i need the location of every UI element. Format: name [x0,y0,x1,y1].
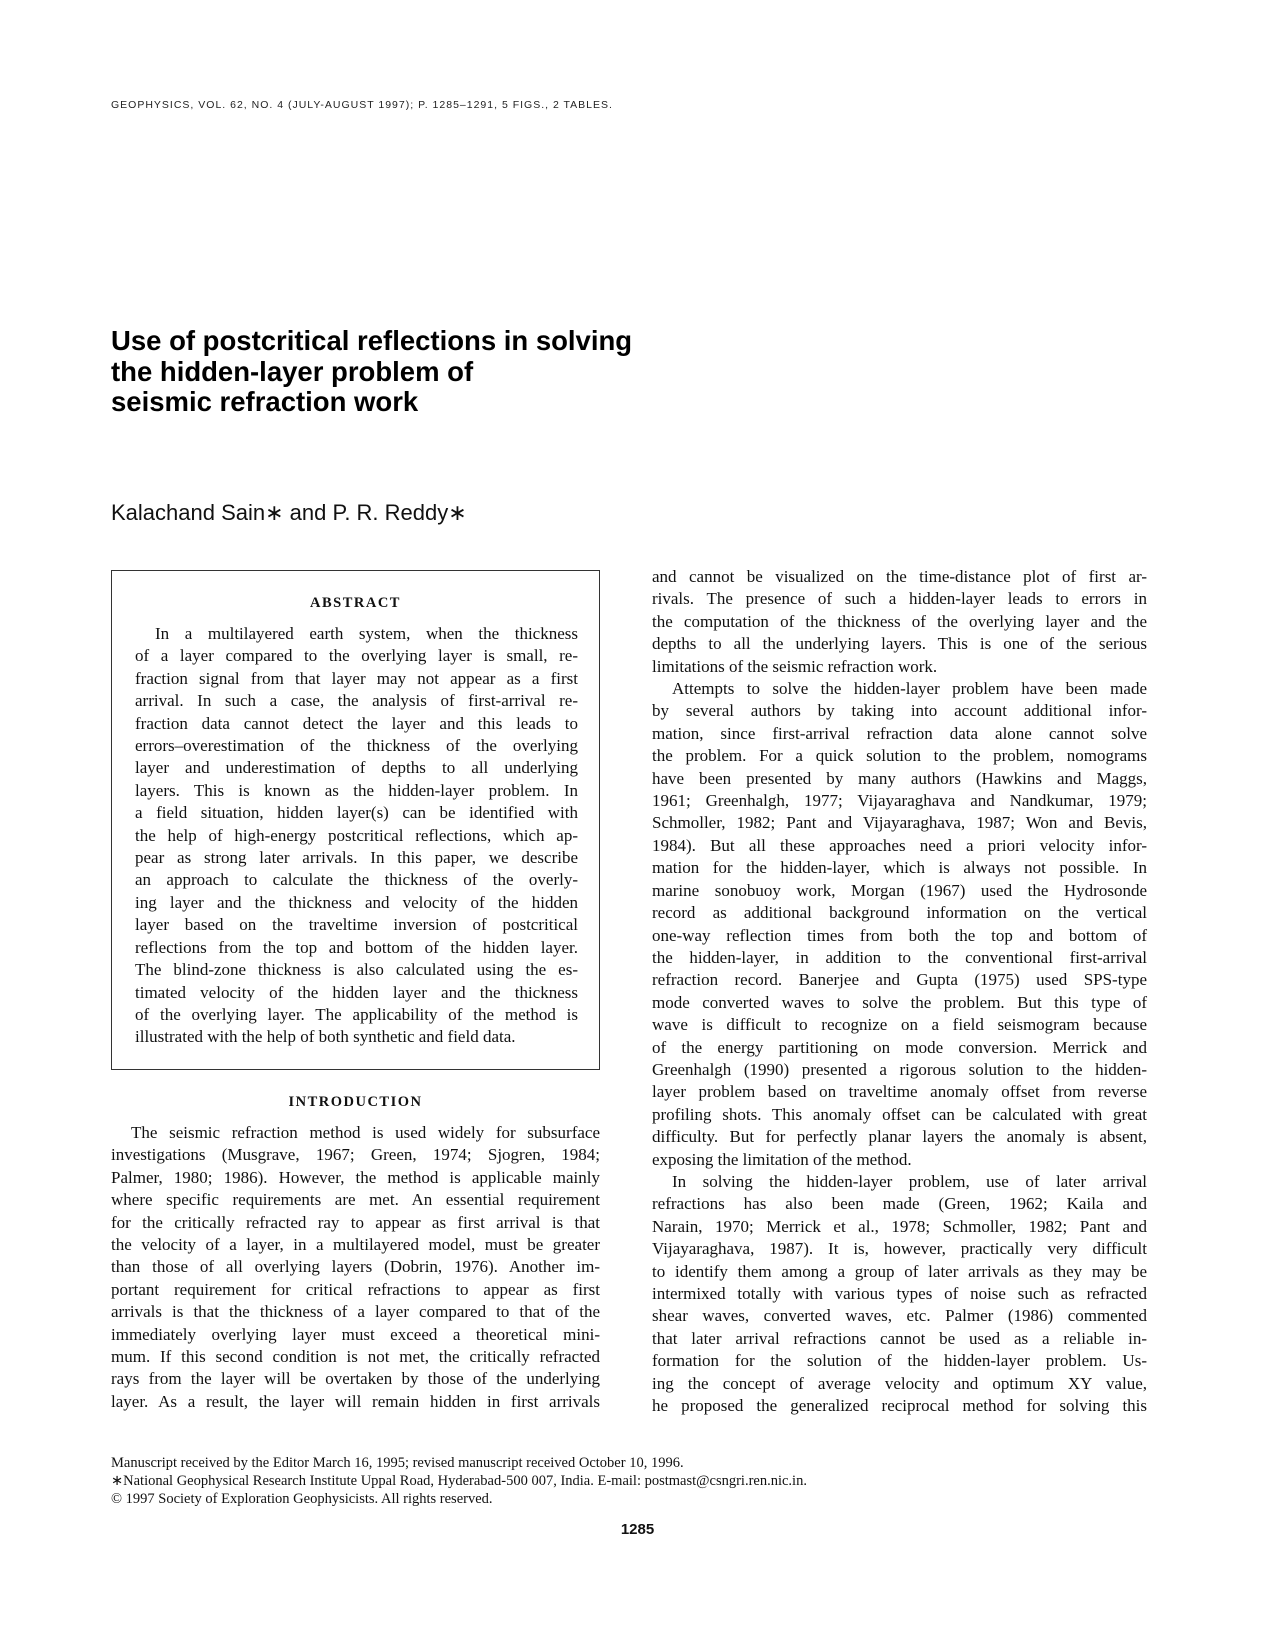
text-line: shear waves, converted waves, etc. Palmer (1986) commented [652,1306,1147,1326]
text-line: layers. This is known as the hidden-layer problem. In [135,780,578,800]
text-line: one-way reflection times from both the top and bottom of [652,925,1147,945]
text-line: Schmoller, 1982; Pant and Vijayaraghava, 1987; Won and Bevis, [652,813,1147,833]
text-line: layer and underestimation of depths to all underlying [135,758,578,778]
text-line: ing the concept of average velocity and optimum XY value, [652,1373,1147,1393]
text-line: of a layer compared to the overlying layer is small, re- [135,646,578,666]
text-line: to identify them among a group of later arrivals as they may be [652,1261,1147,1281]
text-line: timated velocity of the hidden layer and the thickness [135,982,578,1002]
text-line: mation, since first-arrival refraction data alone cannot solve [652,723,1147,743]
text-line: that later arrival refractions cannot be used as a reliable in- [652,1328,1147,1348]
footnote-copyright: © 1997 Society of Exploration Geophysicists. All rights reserved. [111,1491,493,1507]
text-line: In solving the hidden-layer problem, use of later arrival [672,1171,1147,1191]
introduction-heading: INTRODUCTION [288,1094,423,1110]
abstract-text [135,623,578,1049]
text-line: have been presented by many authors (Hawkins and Maggs, [652,768,1147,788]
text-line: refraction record. Banerjee and Gupta (1975) used SPS-type [652,970,1147,990]
text-line: immediately overlying layer must exceed a theoretical mini- [111,1324,600,1344]
introduction-text [111,1122,600,1413]
text-line: The seismic refraction method is used widely for subsurface [131,1123,600,1142]
right-column-text [652,566,1147,1417]
footnotes [111,1454,1151,1508]
text-line: depths to all the underlying layers. This is one of the serious [652,634,1147,654]
title-line: seismic refraction work [111,386,419,417]
text-line: ing layer and the thickness and velocity of the hidden [135,892,578,912]
text-line: the computation of the thickness of the overlying layer and the [652,611,1147,631]
text-line: marine sonobuoy work, Morgan (1967) used the Hydrosonde [652,880,1147,900]
text-line: pear as strong later arrivals. In this paper, we describe [135,848,578,868]
text-line: he proposed the generalized reciprocal method for solving this [652,1396,1147,1416]
text-line: arrival. In such a case, the analysis of first-arrival re- [135,691,578,711]
text-line: reflections from the top and bottom of the hidden layer. [135,937,578,957]
text-line: a field situation, hidden layer(s) can be identified with [135,803,578,823]
text-line: Attempts to solve the hidden-layer problem have been made [672,679,1147,699]
text-line: mum. If this second condition is not met, the critically refracted [111,1347,600,1367]
text-line: intermixed totally with various types of noise such as refracted [652,1284,1147,1303]
text-line: the problem. For a quick solution to the problem, nomograms [652,746,1147,766]
text-line: difficulty. But for perfectly planar layers the anomaly is absent, [652,1127,1147,1147]
text-line: rivals. The presence of such a hidden-layer leads to errors in [652,589,1147,609]
article-title [111,326,731,418]
text-line: record as additional background information on the vertical [652,903,1147,923]
abstract-heading: ABSTRACT [310,595,401,611]
text-line: mation for the hidden-layer, which is always not possible. In [652,858,1147,878]
footnote-affiliation: ∗National Geophysical Research Institute Uppal Road, Hyderabad-500 007, India. E-mail: postmast@csngri.ren.nic.in. [111,1473,807,1489]
paragraph [652,1171,1147,1417]
text-line: an approach to calculate the thickness of the overly- [135,870,578,890]
text-line: portant requirement for critical refractions to appear as first [111,1279,600,1299]
text-line: layer based on the traveltime inversion of postcritical [135,915,578,935]
text-line: investigations (Musgrave, 1967; Green, 1974; Sjogren, 1984; [111,1145,600,1165]
text-line: errors–overestimation of the thickness of the overlying [135,736,578,756]
text-line: arrivals is that the thickness of a layer compared to that of the [111,1302,600,1322]
text-line: by several authors by taking into account additional infor- [652,701,1147,721]
text-line: the hidden-layer, in addition to the conventional first-arrival [652,947,1147,967]
abstract-box [111,570,600,1070]
text-line: Palmer, 1980; 1986). However, the method is applicable mainly [111,1167,600,1187]
running-header: GEOPHYSICS, VOL. 62, NO. 4 (JULY-AUGUST 1997); P. 1285–1291, 5 FIGS., 2 TABLES. [111,99,613,111]
text-line: Narain, 1970; Merrick et al., 1978; Schmoller, 1982; Pant and [652,1216,1147,1236]
text-line: exposing the limitation of the method. [652,1149,912,1169]
text-line: In a multilayered earth system, when the thickness [155,624,578,643]
text-line: 1984). But all these approaches need a priori velocity infor- [652,835,1147,855]
text-line: layer problem based on traveltime anomaly offset from reverse [652,1082,1147,1102]
page-number: 1285 [620,1521,655,1538]
text-line: of the overlying layer. The applicability of the method is [135,1004,578,1024]
paragraph [652,678,1147,1171]
text-line: than those of all overlying layers (Dobrin, 1976). Another im- [111,1257,600,1277]
text-line: The blind-zone thickness is also calculated using the es- [135,960,578,980]
text-line: layer. As a result, the layer will remain hidden in first arrivals [111,1391,600,1411]
text-line: rays from the layer will be overtaken by those of the underlying [111,1369,600,1389]
text-line: fraction data cannot detect the layer and this leads to [135,713,578,733]
text-line: and cannot be visualized on the time-distance plot of first ar- [652,567,1147,586]
text-line: limitations of the seismic refraction work. [652,656,938,676]
text-line: profiling shots. This anomaly offset can be calculated with great [652,1104,1147,1124]
title-line: Use of postcritical reflections in solving [111,325,633,356]
text-line: of the energy partitioning on mode conversion. Merrick and [652,1037,1147,1057]
author-line: Kalachand Sain∗ and P. R. Reddy∗ [111,500,467,525]
text-line: where specific requirements are met. An essential requirement [111,1190,600,1210]
text-line: formation for the solution of the hidden-layer problem. Us- [652,1351,1147,1371]
text-line: wave is difficult to recognize on a field seismogram because [652,1015,1147,1035]
text-line: refractions has also been made (Green, 1962; Kaila and [652,1194,1147,1214]
text-line: Vijayaraghava, 1987). It is, however, practically very difficult [652,1239,1147,1259]
text-line: 1961; Greenhalgh, 1977; Vijayaraghava and Nandkumar, 1979; [652,791,1147,811]
title-line: the hidden-layer problem of [111,355,474,387]
text-line: illustrated with the help of both synthetic and field data. [135,1027,516,1047]
text-line: the help of high-energy postcritical reflections, which ap- [135,825,578,845]
text-line: fraction signal from that layer may not appear as a first [135,668,578,688]
text-line: Greenhalgh (1990) presented a rigorous solution to the hidden- [652,1059,1147,1079]
text-line: the velocity of a layer, in a multilayered model, must be greater [111,1235,600,1255]
paragraph [652,566,1147,678]
footnote-manuscript: Manuscript received by the Editor March 16, 1995; revised manuscript received October 10, 1996. [111,1455,684,1471]
text-line: mode converted waves to solve the problem. But this type of [652,992,1147,1012]
text-line: for the critically refracted ray to appear as first arrival is that [111,1212,600,1232]
